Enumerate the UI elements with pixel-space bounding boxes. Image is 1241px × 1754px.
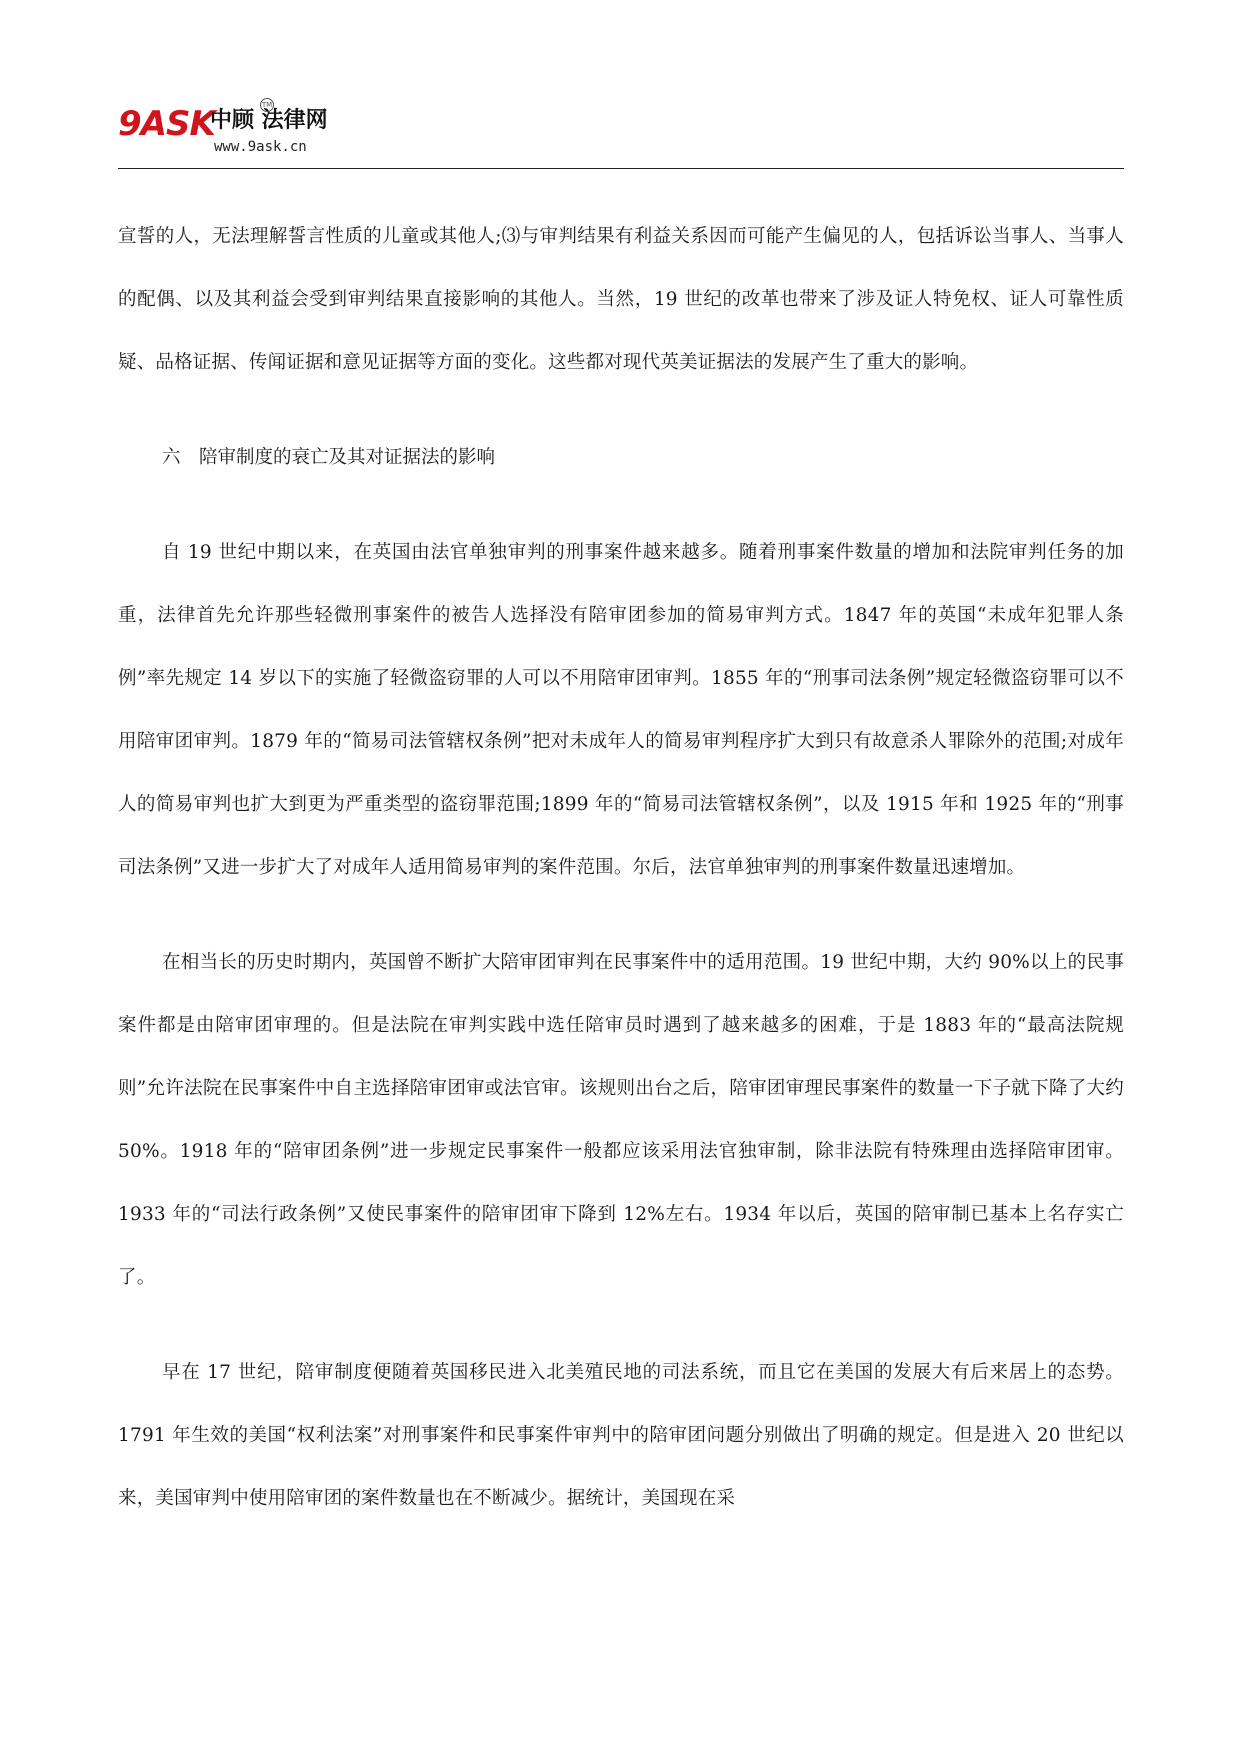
section-heading: 六 陪审制度的衰亡及其对证据法的影响 <box>162 447 496 468</box>
logo-url: www.9ask.cn <box>214 139 307 155</box>
document-body <box>118 216 1124 1562</box>
page-header <box>118 96 1124 168</box>
header-divider <box>118 168 1124 169</box>
logo-name: 中顾 法律网 <box>210 108 328 133</box>
paragraph-3: 在相当长的历史时期内，英国曾不断扩大陪审团审判在民事案件中的适用范围。19 世纪中期，大约 90%以上的民事案件都是由陪审团审理的。但是法院在审判实践中选任陪审员时遇到了越来越多的困难，于是 1883 年的“最高法院规则”允许法院在民事案件中自主选择陪审团审或法官审。该规则出台之后，陪审团审理民事案件的数量一下子就下降了大约 50%。1918 年的“陪审团条例”进一步规定民事案件一般都应该采用法官独审制，除非法院有特殊理由选择陪审团审。1933 年的“司法行政条例”又使民事案件的陪审团审下降到 12%左右。1934 年以后，英国的陪审制已基本上名存实亡了。 <box>118 952 1124 1288</box>
trademark-icon: TM <box>260 98 274 112</box>
site-logo[interactable] <box>118 101 358 164</box>
paragraph-2: 自 19 世纪中期以来，在英国由法官单独审判的刑事案件越来越多。随着刑事案件数量的增加和法院审判任务的加重，法律首先允许那些轻微刑事案件的被告人选择没有陪审团参加的简易审判方式。1847 年的英国“未成年犯罪人条例”率先规定 14 岁以下的实施了轻微盗窃罪的人可以不用陪审团审判。1855 年的“刑事司法条例”规定轻微盗窃罪可以不用陪审团审判。1879 年的“简易司法管辖权条例”把对未成年人的简易审判程序扩大到只有故意杀人罪除外的范围;对成年人的简易审判也扩大到更为严重类型的盗窃罪范围;1899 年的“简易司法管辖权条例”，以及 1915 年和 1925 年的“刑事司法条例”又进一步扩大了对成年人适用简易审判的案件范围。尔后，法官单独审判的刑事案件数量迅速增加。 <box>118 542 1124 878</box>
paragraph-1: 宣誓的人，无法理解誓言性质的儿童或其他人;⑶与审判结果有利益关系因而可能产生偏见的人，包括诉讼当事人、当事人的配偶、以及其利益会受到审判结果直接影响的其他人。当然，19 世纪的改革也带来了涉及证人特免权、证人可靠性质疑、品格证据、传闻证据和意见证据等方面的变化。这些都对现代英美证据法的发展产生了重大的影响。 <box>118 226 1124 373</box>
logo-mark: 9ASK <box>118 104 215 144</box>
paragraph-4: 早在 17 世纪，陪审制度便随着英国移民进入北美殖民地的司法系统，而且它在美国的发展大有后来居上的态势。1791 年生效的美国“权利法案”对刑事案件和民事案件审判中的陪审团问题分别做出了明确的规定。但是进入 20 世纪以来，美国审判中使用陪审团的案件数量也在不断减少。据统计，美国现在采 <box>118 1362 1124 1509</box>
